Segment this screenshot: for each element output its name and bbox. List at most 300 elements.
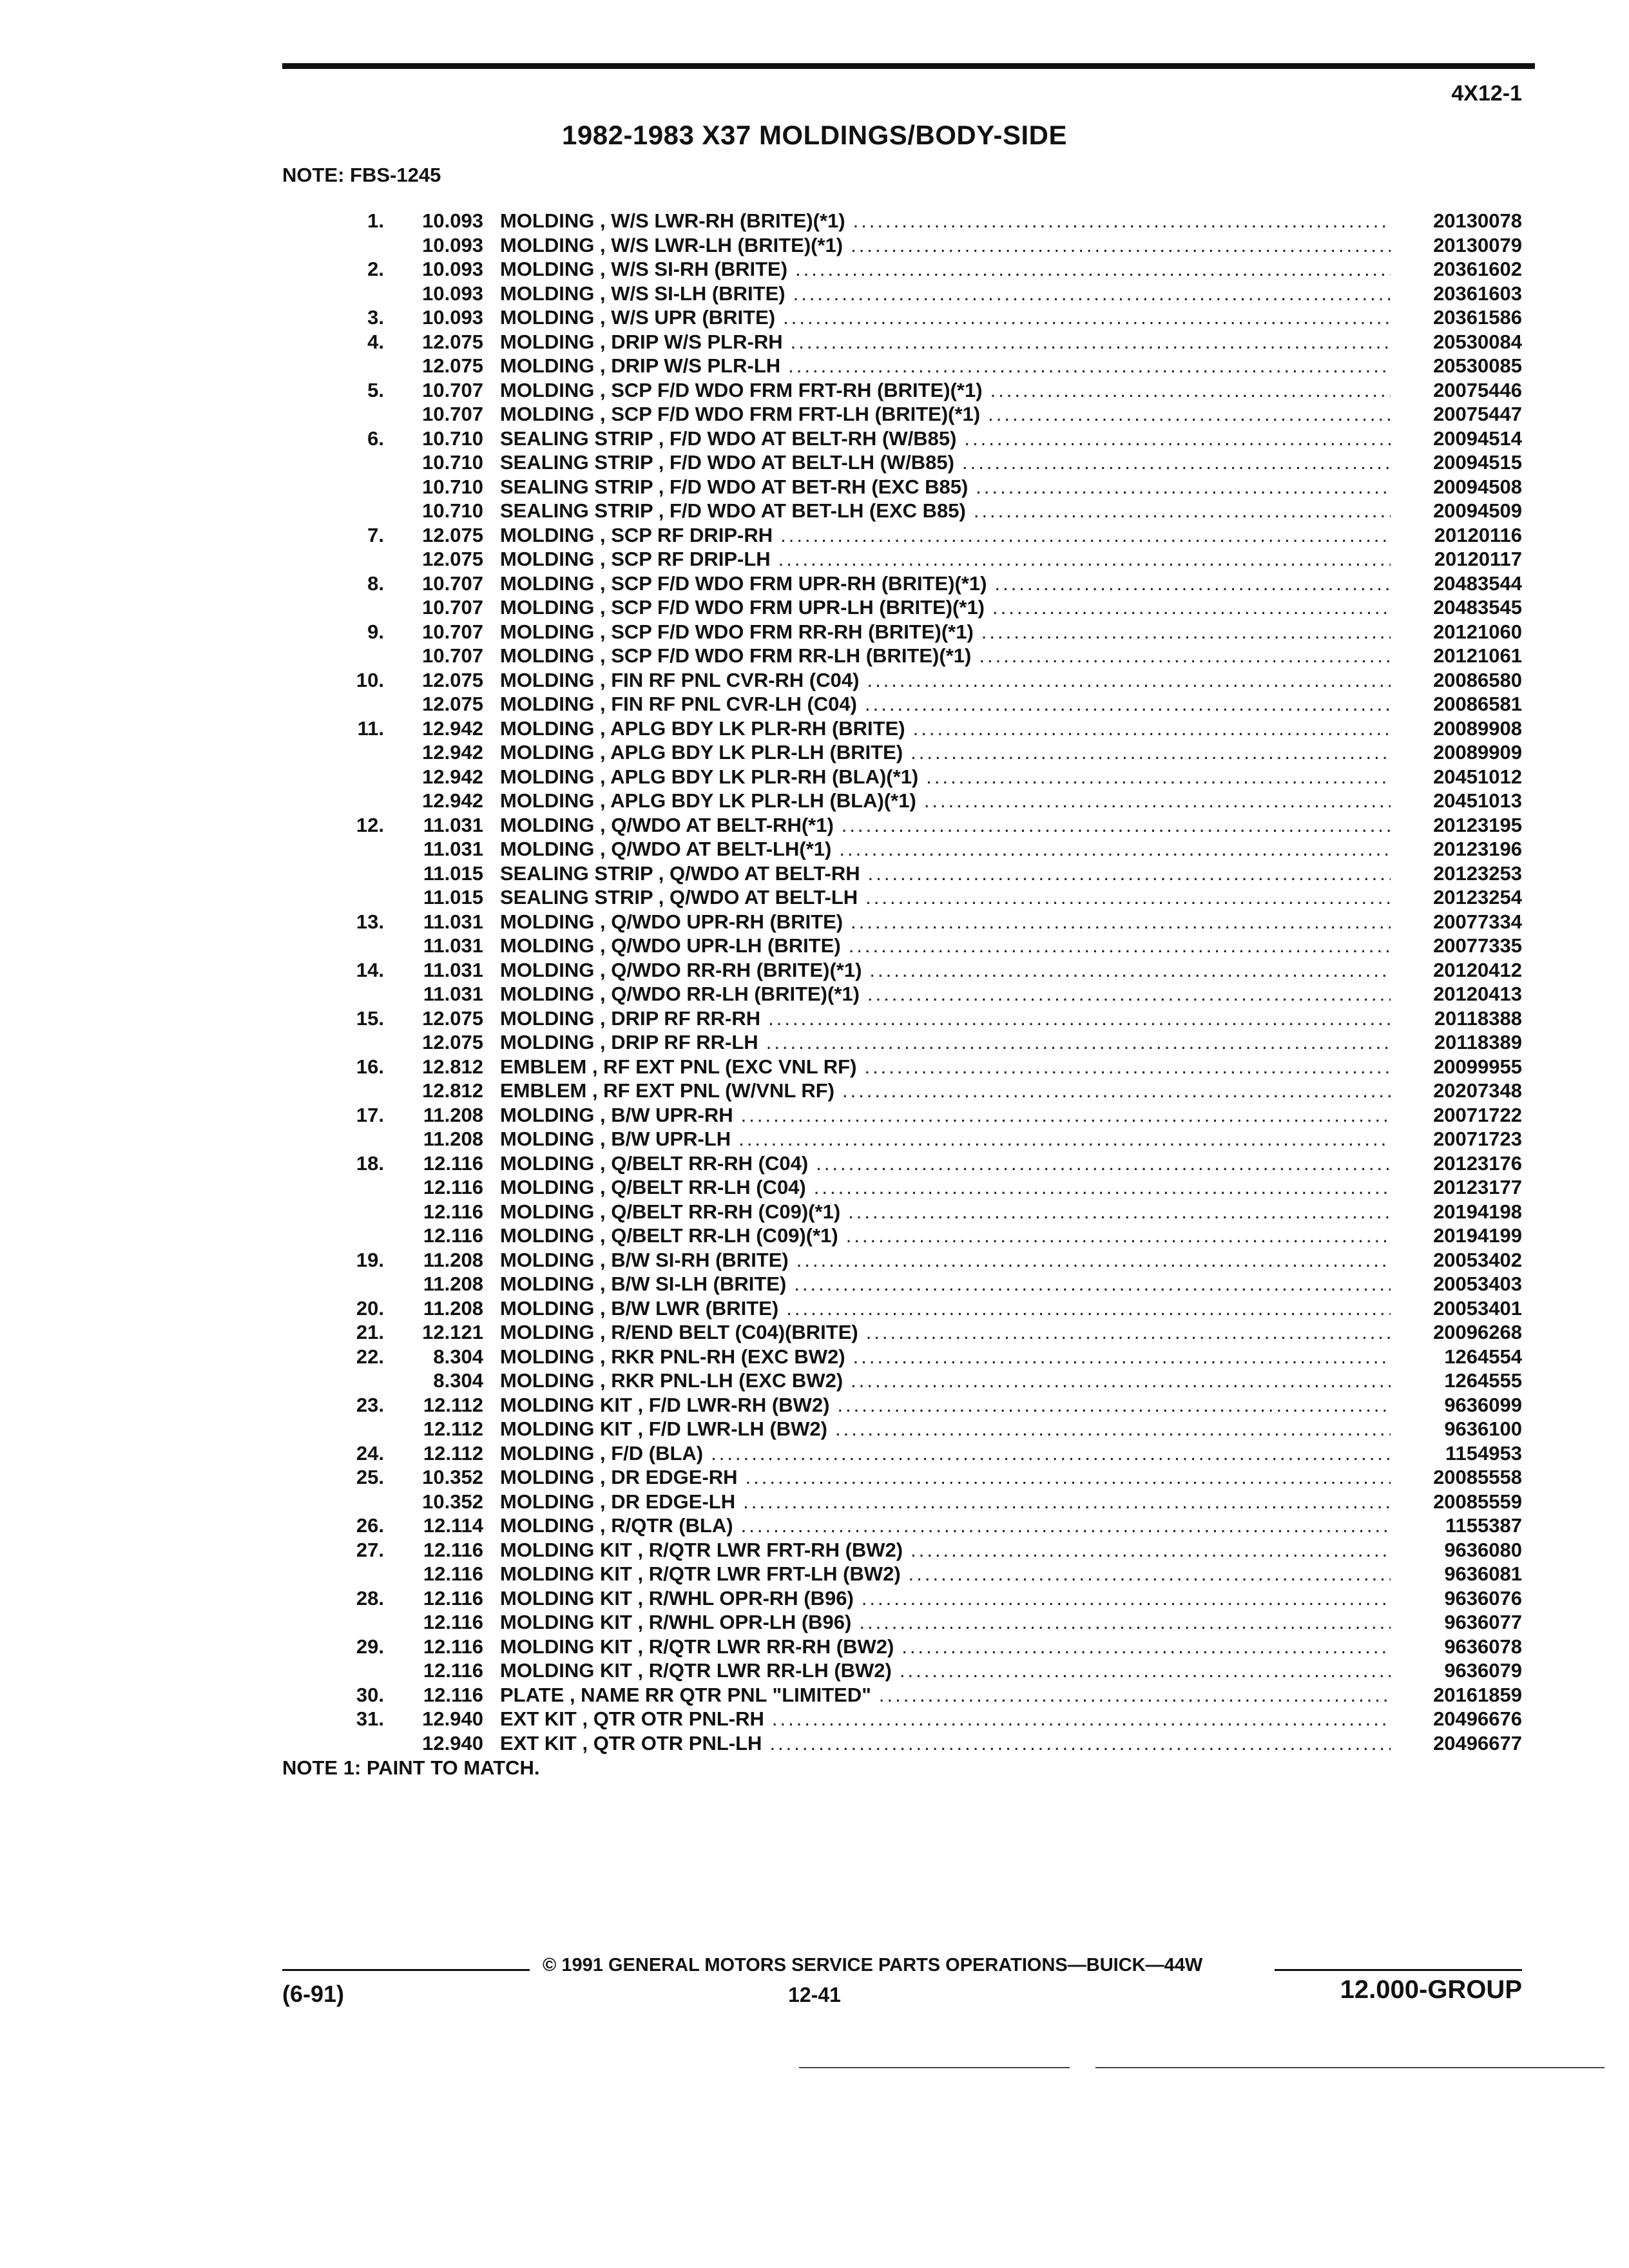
description bbox=[500, 1441, 1391, 1466]
reference-number: 10.707 bbox=[422, 572, 483, 595]
item-number: 21. bbox=[356, 1321, 384, 1343]
part-detail: , B/W LWR (BRITE) bbox=[600, 1296, 779, 1320]
leader-dots bbox=[849, 934, 1391, 958]
leader-dots bbox=[778, 547, 1391, 572]
part-detail: , Q/BELT RR-RH (C09)(*1) bbox=[600, 1200, 841, 1223]
description bbox=[500, 1030, 1391, 1055]
reference-number: 11.208 bbox=[423, 1248, 483, 1271]
description bbox=[500, 1731, 1391, 1756]
part-detail: , F/D (BLA) bbox=[600, 1441, 704, 1465]
reference-number: 12.114 bbox=[423, 1514, 483, 1537]
part-detail: , F/D WDO AT BELT-RH (W/B85) bbox=[658, 427, 957, 450]
part-name: MOLDING KIT bbox=[500, 1611, 632, 1633]
part-detail: , R/QTR LWR RR-LH (BW2) bbox=[637, 1659, 892, 1682]
part-name: MOLDING bbox=[500, 403, 595, 425]
table-row bbox=[0, 282, 1629, 306]
description bbox=[500, 523, 1391, 548]
part-number: 20071722 bbox=[1433, 1103, 1522, 1126]
leader-dots bbox=[814, 1175, 1391, 1200]
part-name: EXT KIT bbox=[500, 1707, 577, 1730]
part-number: 20077335 bbox=[1433, 934, 1522, 957]
leader-dots bbox=[851, 910, 1391, 934]
leader-dots bbox=[990, 378, 1391, 403]
reference-number: 12.075 bbox=[422, 668, 483, 691]
part-detail: , R/END BELT (C04)(BRITE) bbox=[600, 1321, 858, 1343]
part-detail: , R/WHL OPR-LH (B96) bbox=[637, 1611, 852, 1633]
part-detail: , W/S SI-RH (BRITE) bbox=[600, 258, 788, 280]
table-row bbox=[0, 523, 1629, 548]
reference-number: 10.352 bbox=[422, 1490, 483, 1513]
table-row bbox=[0, 1393, 1629, 1418]
reference-number: 12.112 bbox=[423, 1418, 483, 1440]
part-number: 20053402 bbox=[1433, 1248, 1522, 1271]
part-detail: , B/W SI-LH (BRITE) bbox=[600, 1273, 787, 1295]
part-name: EMBLEM bbox=[500, 1055, 587, 1078]
part-detail: , W/S UPR (BRITE) bbox=[600, 306, 776, 329]
part-name: MOLDING KIT bbox=[500, 1659, 632, 1682]
reference-number: 12.116 bbox=[423, 1200, 483, 1223]
table-row bbox=[0, 765, 1629, 789]
description bbox=[500, 1345, 1391, 1369]
leader-dots bbox=[791, 330, 1391, 354]
reference-number: 10.093 bbox=[422, 233, 483, 256]
reference-number: 11.031 bbox=[423, 813, 483, 836]
part-number: 20361602 bbox=[1433, 258, 1522, 280]
description bbox=[500, 305, 1391, 330]
description bbox=[500, 1635, 1391, 1659]
leader-dots bbox=[862, 1586, 1391, 1611]
part-number: 20120412 bbox=[1433, 958, 1522, 981]
page-title: 1982-1983 X37 MOLDINGS/BODY-SIDE bbox=[562, 120, 1067, 150]
table-row bbox=[0, 402, 1629, 427]
leader-dots bbox=[835, 1417, 1391, 1441]
part-number: 20161859 bbox=[1433, 1683, 1522, 1706]
table-row bbox=[0, 1731, 1629, 1756]
table-row bbox=[0, 572, 1629, 596]
leader-dots bbox=[869, 958, 1391, 983]
leader-dots bbox=[796, 1248, 1391, 1273]
description bbox=[500, 958, 1391, 983]
description bbox=[500, 620, 1391, 644]
table-row bbox=[0, 692, 1629, 716]
reference-number: 11.031 bbox=[423, 910, 483, 933]
leader-dots bbox=[842, 813, 1391, 838]
leader-dots bbox=[783, 305, 1391, 330]
reference-number: 12.116 bbox=[423, 1683, 483, 1706]
item-number: 5. bbox=[367, 378, 384, 401]
leader-dots bbox=[909, 1562, 1391, 1586]
leader-dots bbox=[780, 523, 1391, 548]
leader-dots bbox=[901, 1635, 1391, 1659]
leader-dots bbox=[766, 1030, 1391, 1055]
part-number: 20053401 bbox=[1433, 1296, 1522, 1320]
item-number: 3. bbox=[367, 306, 384, 329]
part-detail: , FIN RF PNL CVR-RH (C04) bbox=[600, 668, 860, 691]
table-row bbox=[0, 1006, 1629, 1031]
part-name: MOLDING bbox=[500, 378, 595, 401]
leader-dots bbox=[848, 1200, 1391, 1224]
part-number: 20361603 bbox=[1433, 282, 1522, 305]
item-number: 16. bbox=[356, 1055, 384, 1078]
leader-dots bbox=[746, 1465, 1391, 1490]
part-detail: , SCP F/D WDO FRM RR-LH (BRITE)(*1) bbox=[600, 644, 972, 667]
reference-number: 12.121 bbox=[422, 1321, 483, 1343]
table-row bbox=[0, 1175, 1629, 1200]
description bbox=[500, 1562, 1391, 1586]
table-row bbox=[0, 378, 1629, 403]
part-number: 20075446 bbox=[1433, 378, 1522, 401]
reference-number: 12.942 bbox=[422, 716, 483, 740]
item-number: 7. bbox=[367, 523, 384, 546]
part-detail: , DR EDGE-RH bbox=[600, 1466, 738, 1488]
part-number: 20118389 bbox=[1434, 1031, 1522, 1053]
part-name: MOLDING bbox=[500, 1296, 595, 1320]
table-row bbox=[0, 547, 1629, 572]
part-name: SEALING STRIP bbox=[500, 475, 653, 498]
reference-number: 12.075 bbox=[422, 523, 483, 546]
part-number: 20094515 bbox=[1433, 451, 1522, 474]
description bbox=[500, 1079, 1391, 1103]
page-id: 4X12-1 bbox=[1451, 81, 1522, 106]
part-name: MOLDING bbox=[500, 1128, 595, 1150]
top-rule bbox=[282, 63, 1535, 69]
description bbox=[500, 1103, 1391, 1128]
item-number: 28. bbox=[356, 1586, 384, 1610]
item-number: 24. bbox=[356, 1441, 384, 1465]
part-detail: , Q/WDO UPR-LH (BRITE) bbox=[600, 934, 841, 957]
part-detail: , DRIP W/S PLR-RH bbox=[600, 330, 783, 353]
part-number: 20086581 bbox=[1433, 693, 1522, 715]
part-number: 20123177 bbox=[1433, 1176, 1522, 1198]
part-name: SEALING STRIP bbox=[500, 886, 653, 908]
part-name: MOLDING bbox=[500, 1224, 595, 1247]
part-detail: , Q/BELT RR-LH (C04) bbox=[600, 1176, 806, 1198]
part-detail: , F/D WDO AT BELT-LH (W/B85) bbox=[658, 451, 954, 474]
table-row bbox=[0, 982, 1629, 1006]
table-row bbox=[0, 789, 1629, 813]
reference-number: 10.710 bbox=[422, 451, 483, 474]
part-name: SEALING STRIP bbox=[500, 499, 653, 522]
description bbox=[500, 1465, 1391, 1490]
description bbox=[500, 1272, 1391, 1296]
reference-number: 10.707 bbox=[422, 403, 483, 425]
part-number: 20120117 bbox=[1434, 548, 1522, 570]
part-detail: , APLG BDY LK PLR-LH (BLA)(*1) bbox=[600, 789, 916, 812]
part-detail: , SCP F/D WDO FRM UPR-LH (BRITE)(*1) bbox=[600, 596, 985, 619]
part-number: 20207348 bbox=[1433, 1079, 1522, 1102]
item-number: 10. bbox=[356, 668, 384, 691]
part-number: 20094508 bbox=[1433, 475, 1522, 498]
description bbox=[500, 885, 1391, 910]
description bbox=[500, 475, 1391, 499]
part-detail: , DRIP RF RR-RH bbox=[600, 1006, 761, 1030]
part-name: MOLDING bbox=[500, 258, 595, 280]
table-row bbox=[0, 668, 1629, 693]
part-number: 1154953 bbox=[1445, 1441, 1522, 1465]
part-name: MOLDING bbox=[500, 1176, 595, 1198]
description bbox=[500, 1417, 1391, 1441]
part-name: MOLDING bbox=[500, 209, 595, 232]
leader-dots bbox=[768, 1006, 1391, 1031]
table-row bbox=[0, 1200, 1629, 1224]
leader-dots bbox=[788, 354, 1391, 378]
part-detail: , SCP F/D WDO FRM UPR-RH (BRITE)(*1) bbox=[600, 572, 987, 595]
table-row bbox=[0, 1320, 1629, 1345]
table-row bbox=[0, 1055, 1629, 1079]
leader-dots bbox=[851, 1369, 1391, 1393]
description bbox=[500, 233, 1391, 258]
part-name: SEALING STRIP bbox=[500, 861, 653, 885]
part-detail: , RKR PNL-RH (EXC BW2) bbox=[600, 1345, 845, 1368]
description bbox=[500, 499, 1391, 523]
part-number: 1155387 bbox=[1445, 1514, 1522, 1537]
table-row bbox=[0, 1465, 1629, 1490]
table-row bbox=[0, 1369, 1629, 1393]
item-number: 17. bbox=[356, 1103, 384, 1126]
leader-dots bbox=[924, 789, 1391, 813]
table-row bbox=[0, 958, 1629, 983]
table-row bbox=[0, 450, 1629, 475]
part-name: MOLDING bbox=[500, 693, 595, 715]
part-detail: , F/D LWR-RH (BW2) bbox=[637, 1393, 830, 1416]
part-number: 20451012 bbox=[1433, 765, 1522, 788]
table-row bbox=[0, 209, 1629, 233]
description bbox=[500, 1175, 1391, 1200]
part-name: MOLDING bbox=[500, 1273, 595, 1295]
copyright: © 1991 GENERAL MOTORS SERVICE PARTS OPERATIONS—BUICK—44W bbox=[543, 1955, 1203, 1975]
description bbox=[500, 1296, 1391, 1321]
part-name: MOLDING bbox=[500, 330, 595, 353]
part-name: MOLDING bbox=[500, 233, 595, 256]
scan-artifact-line bbox=[1095, 2067, 1605, 2068]
item-number: 4. bbox=[367, 330, 384, 353]
part-detail: , Q/WDO RR-RH (BRITE)(*1) bbox=[600, 958, 862, 981]
part-detail: , R/WHL OPR-RH (B96) bbox=[637, 1586, 854, 1610]
description bbox=[500, 934, 1391, 958]
item-number: 27. bbox=[356, 1538, 384, 1561]
item-number: 15. bbox=[356, 1006, 384, 1030]
description bbox=[500, 1006, 1391, 1031]
part-name: MOLDING bbox=[500, 306, 595, 329]
group-label: 12.000-GROUP bbox=[1340, 1975, 1522, 2004]
leader-dots bbox=[926, 765, 1391, 789]
description bbox=[500, 547, 1391, 572]
part-detail: , SCP RF DRIP-RH bbox=[600, 523, 773, 546]
leader-dots bbox=[711, 1441, 1391, 1466]
reference-number: 12.940 bbox=[422, 1731, 483, 1754]
part-number: 20451013 bbox=[1433, 789, 1522, 812]
part-detail: , RF EXT PNL (EXC VNL RF) bbox=[592, 1055, 857, 1078]
part-number: 9636081 bbox=[1444, 1562, 1522, 1585]
table-row bbox=[0, 1248, 1629, 1273]
leader-dots bbox=[988, 402, 1391, 427]
description bbox=[500, 427, 1391, 451]
part-detail: , F/D LWR-LH (BW2) bbox=[637, 1418, 827, 1440]
part-name: MOLDING bbox=[500, 741, 595, 764]
leader-dots bbox=[741, 1514, 1391, 1538]
part-name: MOLDING bbox=[500, 1441, 595, 1465]
leader-dots bbox=[865, 692, 1391, 716]
reference-number: 12.075 bbox=[422, 354, 483, 377]
reference-number: 10.710 bbox=[422, 475, 483, 498]
part-name: MOLDING bbox=[500, 1151, 595, 1175]
leader-dots bbox=[974, 499, 1391, 523]
part-name: MOLDING bbox=[500, 1103, 595, 1126]
reference-number: 12.116 bbox=[423, 1586, 483, 1610]
part-number: 9636077 bbox=[1444, 1611, 1522, 1633]
part-number: 20496677 bbox=[1433, 1731, 1522, 1754]
description bbox=[500, 257, 1391, 282]
description bbox=[500, 1369, 1391, 1393]
table-row bbox=[0, 910, 1629, 934]
part-name: MOLDING bbox=[500, 1345, 595, 1368]
item-number: 13. bbox=[356, 910, 384, 933]
reference-number: 12.116 bbox=[423, 1224, 483, 1247]
part-name: SEALING STRIP bbox=[500, 427, 653, 450]
part-name: MOLDING bbox=[500, 910, 595, 933]
reference-number: 12.116 bbox=[423, 1635, 483, 1658]
table-row bbox=[0, 644, 1629, 668]
description bbox=[500, 1538, 1391, 1562]
part-detail: , DRIP W/S PLR-LH bbox=[600, 354, 781, 377]
part-number: 20123195 bbox=[1433, 813, 1522, 836]
part-detail: , Q/BELT RR-RH (C04) bbox=[600, 1151, 809, 1175]
reference-number: 12.075 bbox=[422, 693, 483, 715]
table-row bbox=[0, 1224, 1629, 1248]
leader-dots bbox=[911, 1538, 1391, 1562]
table-row bbox=[0, 305, 1629, 330]
table-row bbox=[0, 885, 1629, 910]
part-detail: , SCP RF DRIP-LH bbox=[600, 548, 771, 570]
part-name: MOLDING bbox=[500, 716, 595, 740]
description bbox=[500, 1707, 1391, 1731]
part-detail: , W/S SI-LH (BRITE) bbox=[600, 282, 786, 305]
item-number: 8. bbox=[367, 572, 384, 595]
part-detail: , NAME RR QTR PNL "LIMITED" bbox=[569, 1683, 871, 1706]
part-detail: , SCP F/D WDO FRM FRT-LH (BRITE)(*1) bbox=[600, 403, 981, 425]
item-number: 25. bbox=[356, 1466, 384, 1488]
part-detail: , Q/WDO AT BELT-LH(*1) bbox=[600, 838, 832, 860]
leader-dots bbox=[743, 1490, 1391, 1514]
item-number: 11. bbox=[357, 716, 384, 740]
part-number: 20123176 bbox=[1433, 1151, 1522, 1175]
leader-dots bbox=[853, 209, 1391, 233]
item-number: 29. bbox=[356, 1635, 384, 1658]
description bbox=[500, 740, 1391, 765]
description bbox=[500, 813, 1391, 838]
leader-dots bbox=[842, 1079, 1391, 1103]
table-row bbox=[0, 354, 1629, 378]
item-number: 12. bbox=[356, 813, 384, 836]
leader-dots bbox=[769, 1731, 1391, 1756]
item-number: 18. bbox=[356, 1151, 384, 1175]
part-detail: , SCP F/D WDO FRM RR-RH (BRITE)(*1) bbox=[600, 620, 974, 643]
leader-dots bbox=[853, 1345, 1391, 1369]
table-row bbox=[0, 257, 1629, 282]
reference-number: 12.942 bbox=[422, 765, 483, 788]
part-number: 20096268 bbox=[1433, 1321, 1522, 1343]
leader-dots bbox=[866, 1320, 1391, 1345]
part-detail: , QTR OTR PNL-LH bbox=[582, 1731, 762, 1754]
table-row bbox=[0, 861, 1629, 886]
description bbox=[500, 330, 1391, 354]
part-number: 20121060 bbox=[1433, 620, 1522, 643]
leader-dots bbox=[786, 1296, 1391, 1321]
part-detail: , B/W SI-RH (BRITE) bbox=[600, 1248, 789, 1271]
description bbox=[500, 1514, 1391, 1538]
part-name: MOLDING KIT bbox=[500, 1538, 632, 1561]
footer-rule-left bbox=[282, 1969, 530, 1971]
part-name: MOLDING bbox=[500, 596, 595, 619]
table-row bbox=[0, 1707, 1629, 1731]
description bbox=[500, 861, 1391, 886]
part-detail: , W/S LWR-RH (BRITE)(*1) bbox=[600, 209, 845, 232]
reference-number: 11.208 bbox=[423, 1296, 483, 1320]
leader-dots bbox=[994, 572, 1391, 596]
table-row bbox=[0, 1562, 1629, 1586]
reference-number: 12.075 bbox=[422, 1006, 483, 1030]
part-name: MOLDING bbox=[500, 1200, 595, 1223]
description bbox=[500, 450, 1391, 475]
reference-number: 12.942 bbox=[422, 789, 483, 812]
table-row bbox=[0, 1683, 1629, 1707]
part-name: MOLDING KIT bbox=[500, 1586, 632, 1610]
part-detail: , Q/WDO AT BELT-LH bbox=[658, 886, 858, 908]
reference-number: 12.812 bbox=[422, 1079, 483, 1102]
part-name: MOLDING bbox=[500, 1490, 595, 1513]
description bbox=[500, 1683, 1391, 1707]
description bbox=[500, 1610, 1391, 1635]
reference-number: 10.093 bbox=[422, 209, 483, 232]
leader-dots bbox=[879, 1683, 1391, 1707]
leader-dots bbox=[741, 1103, 1391, 1128]
part-name: MOLDING bbox=[500, 644, 595, 667]
leader-dots bbox=[837, 1393, 1391, 1418]
item-number: 30. bbox=[356, 1683, 384, 1706]
description bbox=[500, 1248, 1391, 1273]
part-number: 20483545 bbox=[1433, 596, 1522, 619]
part-detail: , R/QTR LWR FRT-RH (BW2) bbox=[637, 1538, 903, 1561]
leader-dots bbox=[865, 885, 1391, 910]
item-number: 6. bbox=[367, 427, 384, 450]
leader-dots bbox=[859, 1610, 1391, 1635]
part-name: MOLDING bbox=[500, 983, 595, 1005]
part-name: MOLDING bbox=[500, 1248, 595, 1271]
table-row bbox=[0, 1296, 1629, 1321]
part-name: MOLDING bbox=[500, 1369, 595, 1392]
table-row bbox=[0, 1103, 1629, 1128]
part-number: 1264555 bbox=[1444, 1369, 1522, 1392]
part-name: EXT KIT bbox=[500, 1731, 577, 1754]
description bbox=[500, 1490, 1391, 1514]
part-number: 20089908 bbox=[1433, 716, 1522, 740]
description bbox=[500, 1224, 1391, 1248]
leader-dots bbox=[794, 1272, 1391, 1296]
leader-dots bbox=[962, 450, 1391, 475]
reference-number: 10.707 bbox=[422, 644, 483, 667]
part-number: 20496676 bbox=[1433, 1707, 1522, 1730]
part-number: 20194198 bbox=[1433, 1200, 1522, 1223]
part-number: 20089909 bbox=[1433, 741, 1522, 764]
part-detail: , Q/BELT RR-LH (C09)(*1) bbox=[600, 1224, 838, 1247]
description bbox=[500, 1658, 1391, 1683]
item-number: 26. bbox=[356, 1514, 384, 1537]
part-detail: , R/QTR LWR FRT-LH (BW2) bbox=[637, 1562, 901, 1585]
description bbox=[500, 402, 1391, 427]
footer-rule-right bbox=[1275, 1969, 1522, 1971]
description bbox=[500, 910, 1391, 934]
reference-number: 10.707 bbox=[422, 620, 483, 643]
